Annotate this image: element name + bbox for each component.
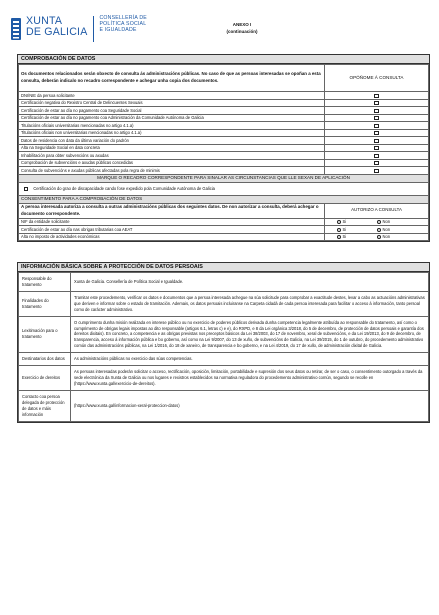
data-protection-label: Responsable do tratamento [19, 273, 71, 292]
data-check-label: Alta na Seguridade Social en data concreta [19, 144, 325, 152]
data-check-label: Certificación negativa do Rexistro Central de Delincuentes Sexuais [19, 99, 325, 107]
consent-yes-option[interactable] [337, 219, 377, 224]
data-protection-rows [19, 273, 429, 422]
consent-label: NIF da entidade solicitante [19, 218, 325, 226]
authorize-header: AUTORIZO A CONSULTA [325, 203, 429, 218]
oppose-checkbox[interactable] [374, 94, 378, 98]
data-protection-label: Finalidades do tratamento [19, 291, 71, 316]
oppose-checkbox[interactable] [374, 131, 378, 135]
consent-no-label: Non [382, 219, 391, 225]
data-check-row [19, 137, 429, 145]
disability-cell [19, 182, 429, 195]
galicia-crest-icon [10, 16, 22, 42]
logo-divider [93, 16, 94, 42]
consent-header-row [19, 203, 429, 218]
data-protection-label: Lexitimación para o tratamento [19, 316, 71, 353]
oppose-cell [325, 144, 429, 152]
consent-no-label: Non [382, 234, 391, 240]
data-protection-text: Tramitar este procedemento, verificar os datos e documentos que a persoa interesada achegue na súa solicitude para comprobar a exactitude destes, levar a cabo as actuacións administrativas que deriven e informar sobre o estado de tramitación. Ademais, os datos persoais incluiranse na Carpeta cidadá de cada persoa interesada para facilitar o acceso á información, tanto persoal como de carácter administrativo. [71, 291, 429, 316]
consent-options [325, 226, 429, 234]
oppose-cell [325, 129, 429, 137]
consent-row [19, 233, 429, 241]
data-protection-title: INFORMACIÓN BÁSICA SOBRE A PROTECCIÓN DE DATOS PERSOAIS [18, 263, 429, 272]
consent-title: CONSENTIMENTO PARA A COMPROBACIÓN DE DATOS [19, 195, 429, 203]
consent-yes-option[interactable] [337, 234, 377, 239]
data-check-title: COMPROBACIÓN DE DATOS [18, 55, 429, 64]
oppose-checkbox[interactable] [374, 101, 378, 105]
data-check-row [19, 107, 429, 115]
consent-yes-radio[interactable] [337, 228, 341, 232]
disability-row [19, 182, 429, 195]
data-protection-label: Destinatarios dos datos [19, 353, 71, 366]
data-check-label: Certificación de estar ao día no pagamento coa Administración da Comunidade Autónoma de Galicia [19, 114, 325, 122]
xunta-wordmark [26, 16, 87, 37]
oppose-checkbox[interactable] [374, 146, 378, 150]
oppose-checkbox[interactable] [374, 169, 378, 173]
oppose-checkbox[interactable] [374, 109, 378, 113]
data-check-row [19, 159, 429, 167]
data-protection-label: Contacto coa persoa delegada de protección de datos e máis información [19, 390, 71, 421]
disability-label: Certificación do grao de discapacidade cando fose expedido pola Comunidade Autónoma de Galicia [33, 185, 215, 191]
oppose-cell [325, 122, 429, 130]
data-check-row [19, 122, 429, 130]
oppose-header: OPÓÑOME Á CONSULTA [325, 65, 429, 92]
data-check-table [18, 64, 429, 241]
data-protection-label: Exercicio de dereitos [19, 366, 71, 391]
mark-bar: MARQUE O RECADRO CORRESPONDENTE PARA SINALAR AS CIRCUNSTANCIAS QUE LLE SEXAN DE APLICACIÓN [19, 174, 429, 182]
data-check-intro: Os documentos relacionados serán obxecto de consulta ás administracións públicas. No caso de que as persoas interesadas se opoñan a esta consulta, deberán indicalo no recadro correspondente e achegar unha copia dos documentos. [19, 65, 325, 92]
oppose-cell [325, 114, 429, 122]
annex-title: ANEXO I [232, 22, 252, 27]
data-protection-text: As administracións públicas no exercicio das súas competencias. [71, 353, 429, 366]
data-check-row [19, 144, 429, 152]
disability-checkbox[interactable] [24, 187, 28, 191]
annex-subtitle: (continuación) [226, 28, 258, 34]
data-check-label: DNI/NIE da persoa solicitante [19, 92, 325, 100]
consent-intro: A persoa interesada autoriza a consulta a outras administracións públicas dos seguintes datos. De non autorizar a consulta, deberá achegar o documento correspondente. [19, 203, 325, 218]
oppose-checkbox[interactable] [374, 124, 378, 128]
consent-row [19, 226, 429, 234]
data-protection-row [19, 366, 429, 391]
consent-yes-radio[interactable] [337, 235, 341, 239]
consent-yes-radio[interactable] [337, 220, 341, 224]
data-check-row [19, 129, 429, 137]
conselleria-line-3: E IGUALDADE [99, 26, 137, 33]
consent-yes-label: Si [342, 234, 347, 240]
data-protection-section [17, 262, 430, 423]
oppose-checkbox[interactable] [374, 116, 378, 120]
oppose-cell [325, 99, 429, 107]
data-check-label: Inhabilitación para obter subvencións ou axudas [19, 152, 325, 160]
consent-no-option[interactable] [377, 234, 417, 239]
data-check-label: Certificación de estar ao día no pagamento coa Seguridade Social [19, 107, 325, 115]
conselleria-line-1: CONSELLERÍA DE [99, 15, 147, 21]
data-check-label: Datos de residencia con data da última variación do padrón [19, 137, 325, 145]
consent-yes-option[interactable] [337, 227, 377, 232]
data-protection-row [19, 353, 429, 366]
logo-line-1: XUNTA [26, 15, 63, 27]
data-protection-row [19, 273, 429, 292]
data-protection-text: Xunta de Galicia. Consellería de Política Social e Igualdade. [71, 273, 429, 292]
oppose-checkbox[interactable] [374, 139, 378, 143]
oppose-cell [325, 159, 429, 167]
consent-yes-label: Si [342, 219, 347, 225]
consent-no-label: Non [382, 226, 391, 232]
data-check-row [19, 99, 429, 107]
data-protection-row [19, 390, 429, 421]
consent-rows [19, 218, 429, 241]
consent-yes-label: Si [342, 226, 347, 232]
conselleria-name [99, 16, 147, 34]
oppose-cell [325, 137, 429, 145]
consent-label: Alta no imposto de actividades económicas [19, 233, 325, 241]
data-check-rows [19, 92, 429, 175]
consent-options [325, 233, 429, 241]
oppose-cell [325, 167, 429, 175]
consent-label: Certificación de estar ao día nas obrigas tributarias coa AEAT [19, 226, 325, 234]
mark-bar-row [19, 174, 429, 182]
oppose-checkbox[interactable] [374, 161, 378, 165]
consent-no-radio[interactable] [377, 235, 381, 239]
data-protection-row [19, 316, 429, 353]
data-protection-text: As persoas interesadas poderán solicitar o acceso, rectificación, oposición, limitación, portabilidade e supresión dos seus datos ou retirar, de ser o caso, o consentimento outorgado a través da sede electrónica da Xunta de Galicia ou nos lugares e rexistros establecidos na normativa reguladora do procedemento administrativo común, segundo se recolle en (https://www.xunta.gal/exercicio-de-dereitos). [71, 366, 429, 391]
consent-no-option[interactable] [377, 227, 417, 232]
consent-no-radio[interactable] [377, 220, 381, 224]
data-check-row [19, 152, 429, 160]
oppose-checkbox[interactable] [374, 154, 378, 158]
data-check-label: Titulacións oficiais non universitarias mencionadas no artigo 4.1.a) [19, 129, 325, 137]
data-check-label: Consulta de subvencións e axudas públicas afectadas pola regra de minimis [19, 167, 325, 175]
data-check-label: Titulacións oficiais universitarias mencionadas no artigo 4.1.a) [19, 122, 325, 130]
data-check-row [19, 167, 429, 175]
data-protection-row [19, 291, 429, 316]
data-protection-table [18, 272, 429, 422]
consent-row [19, 218, 429, 226]
data-check-section [17, 54, 430, 242]
consent-title-row [19, 195, 429, 203]
oppose-cell [325, 152, 429, 160]
conselleria-line-2: POLÍTICA SOCIAL [99, 20, 147, 27]
data-check-row [19, 114, 429, 122]
consent-no-option[interactable] [377, 219, 417, 224]
data-protection-text: O cumprimento dunha misión realizada en interese público ou no exercicio de poderes públicos derivada dunha competencia legalmente atribuída ao responsable do tratamento, así como o cumprimento de obrigas legais impostas ao dito responsable (artigos 6.1, letras c) e e), do RXPD, e 8 da Lei orgánica 3/2018, do 5 de decembro, de protección de datos persoais e garantía dos dereitos dixitais). En concreto, a competencia e as obrigas previstas nos preceptos básicos da Lei 38/2003, do 17 de novembro, xeral de subvencións, e da Lei 19/2013, do 9 de decembro, de transparencia, acceso á información pública e bo goberno, así como na Lei 9/2007, do 13 de xuño, de subvencións de Galicia, na Lei 39/2015, do 1 de outubro, do procedemento administrativo común das administracións públicas, na Lei 1/2016, do 18 de xaneiro, de transparencia e bo goberno, e na Lei 4/2019, do 17 de xullo, de administración dixital de Galicia. [71, 316, 429, 353]
logo-line-2: DE GALICIA [26, 25, 88, 38]
data-check-header-row [19, 65, 429, 92]
oppose-cell [325, 92, 429, 100]
data-check-row [19, 92, 429, 100]
annex-heading [212, 22, 272, 36]
data-protection-text: (https://www.xunta.gal/informacion-xeral-proteccion-datos) [71, 390, 429, 421]
data-check-label: Comprobación de subvencións e axudas públicas concedidas [19, 159, 325, 167]
oppose-cell [325, 107, 429, 115]
consent-no-radio[interactable] [377, 228, 381, 232]
xunta-logo [10, 16, 147, 46]
consent-options [325, 218, 429, 226]
